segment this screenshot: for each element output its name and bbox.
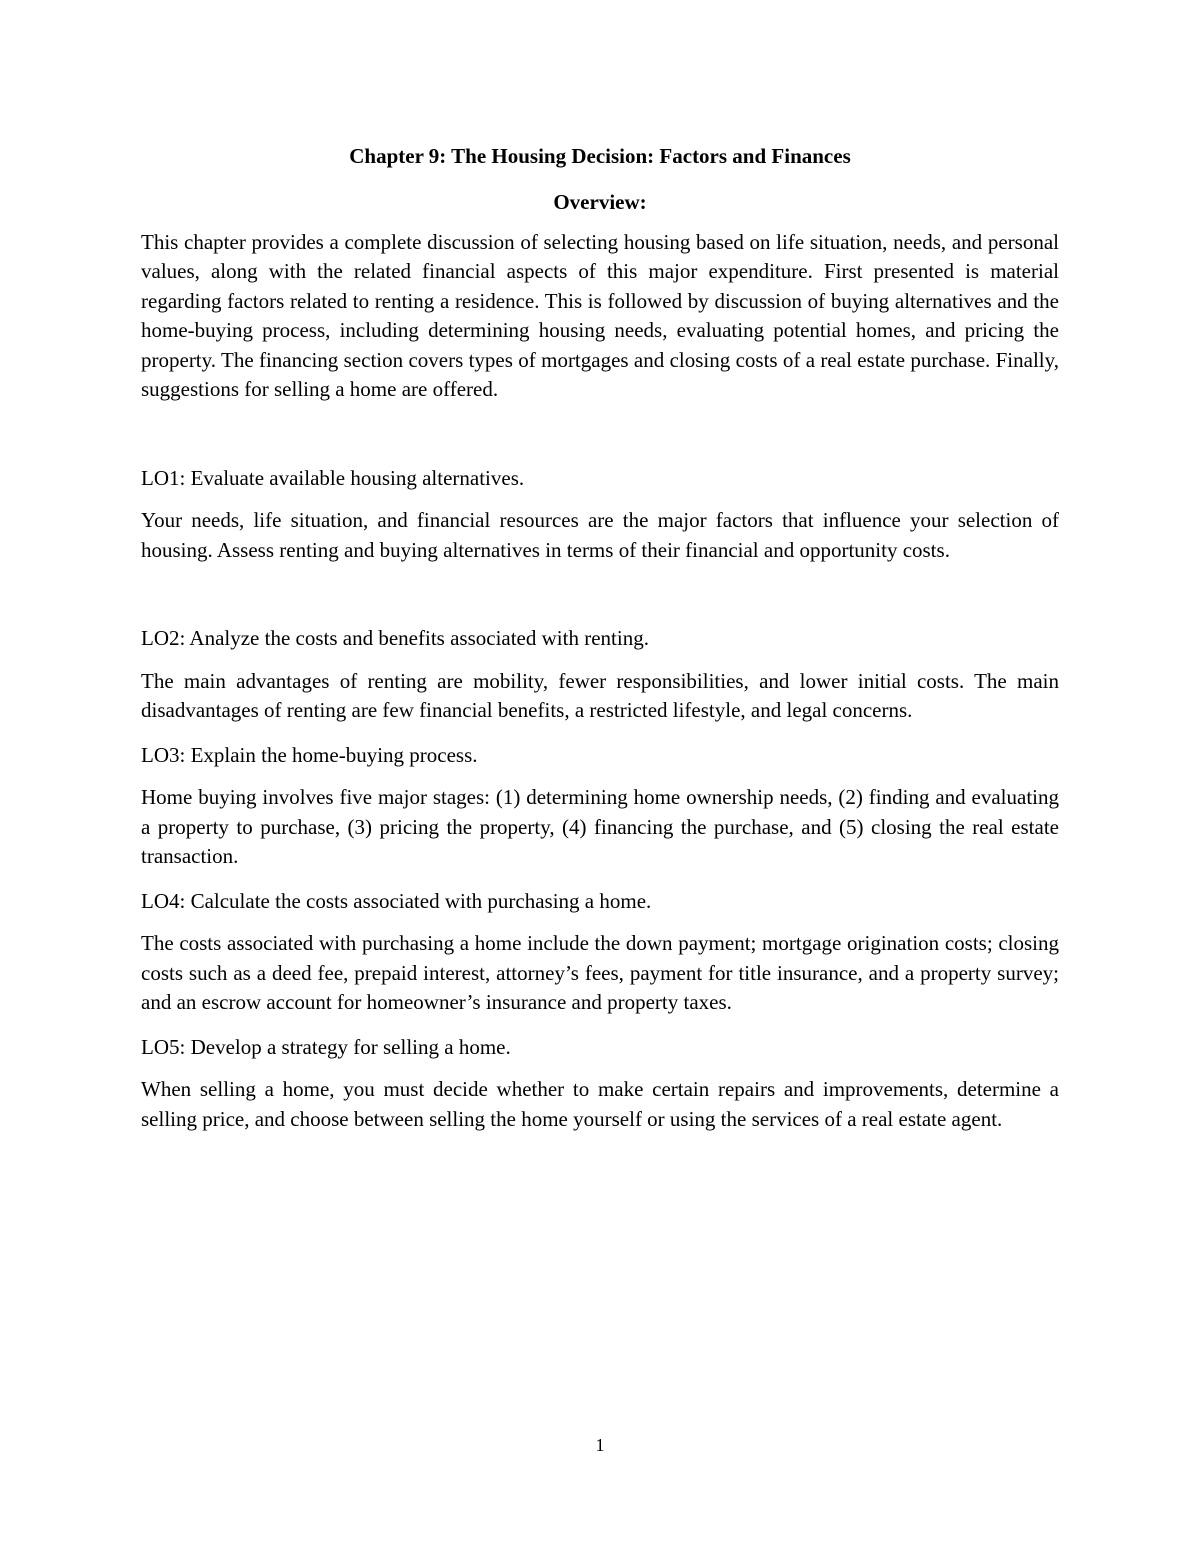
lo-heading: LO5: Develop a strategy for selling a home. (141, 1034, 511, 1059)
lo-heading: LO1: Evaluate available housing alternatives. (141, 465, 525, 490)
lo-body: The main advantages of renting are mobility, fewer responsibilities, and lower initial costs. The main disadvantages of renting are few financial benefits, a restricted lifestyle, and legal concerns. (141, 668, 1059, 722)
learning-objective-5 (141, 1033, 1059, 1135)
overview-paragraph: This chapter provides a complete discussion of selecting housing based on life situation, needs, and personal values, along with the related financial aspects of this major expenditure. First presented is material regarding factors related to renting a residence. This is followed by discussion of buying alternatives and the home-buying process, including determining housing needs, evaluating potential homes, and pricing the property. The financing section covers types of mortgages and closing costs of a real estate purchase. Finally, suggestions for selling a home are offered. (141, 229, 1059, 401)
lo-body: When selling a home, you must decide whether to make certain repairs and improvements, determine a selling price, and choose between selling the home yourself or using the services of a real estate agent. (141, 1077, 1059, 1131)
lo-heading: LO3: Explain the home-buying process. (141, 742, 478, 767)
chapter-title: Chapter 9: The Housing Decision: Factors and Finances (349, 144, 851, 168)
learning-objective-2 (141, 624, 1059, 726)
learning-objective-3 (141, 741, 1059, 872)
lo-body: Your needs, life situation, and financial resources are the major factors that influence your selection of housing. Assess renting and buying alternatives in terms of their financial and opportunity costs. (141, 508, 1059, 562)
page-number: 1 (595, 1435, 605, 1455)
learning-objective-4 (141, 887, 1059, 1018)
learning-objective-1 (141, 464, 1059, 566)
lo-heading: LO4: Calculate the costs associated with purchasing a home. (141, 888, 652, 913)
lo-body: The costs associated with purchasing a home include the down payment; mortgage origination costs; closing costs such as a deed fee, prepaid interest, attorney’s fees, payment for title insurance, and a property survey; and an escrow account for homeowner’s insurance and property taxes. (141, 931, 1059, 1014)
page-content (141, 140, 1059, 1149)
overview-heading: Overview: (553, 190, 647, 214)
lo-heading: LO2: Analyze the costs and benefits associated with renting. (141, 626, 649, 650)
lo-body: Home buying involves five major stages: (1) determining home ownership needs, (2) finding and evaluating a property to purchase, (3) pricing the property, (4) financing the purchase, and (5) closing the real estate transaction. (141, 785, 1059, 868)
